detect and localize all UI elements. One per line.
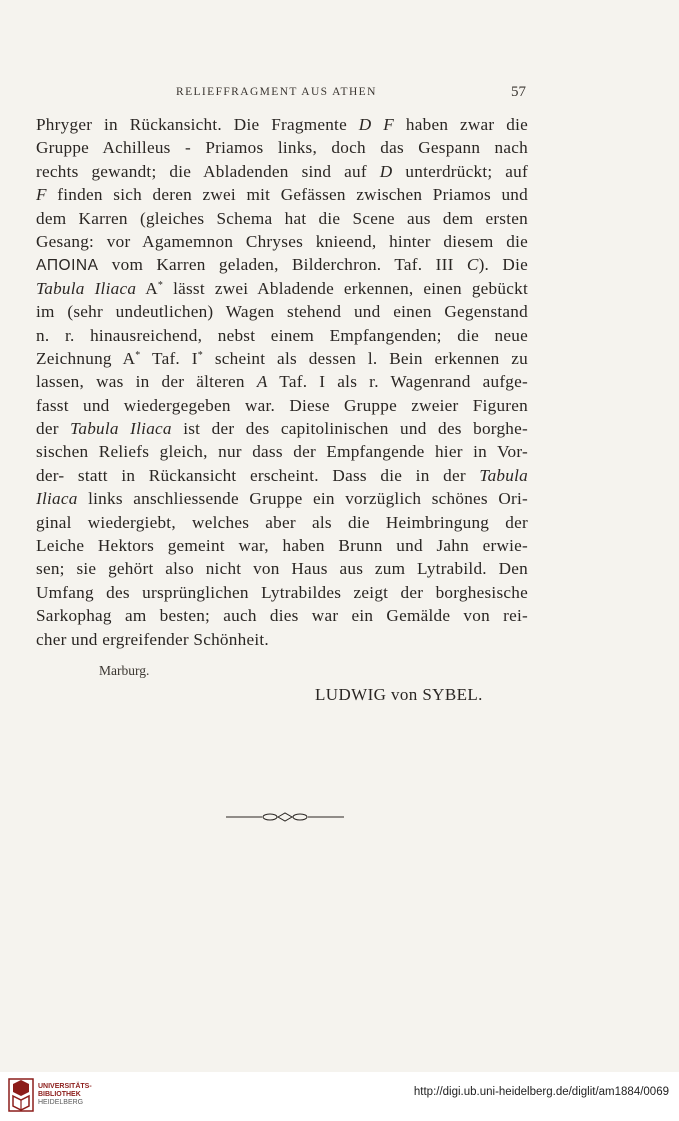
text-line [36,207,528,230]
text-run: fasst und wiedergegeben war. Diese Gruppe zweier Figuren [36,395,528,415]
author-signature: LUDWIG von SYBEL. [315,685,483,704]
text-run: Sarkophag am besten; auch dies war ein Gemälde von rei- [36,606,528,626]
text-line [36,277,528,300]
body-text [36,113,528,651]
library-name [38,1083,92,1107]
text-line [36,440,528,463]
text-run: * [197,349,204,361]
text-run: D [379,161,393,181]
library-line-2: BIBLIOTHEK [38,1091,81,1098]
digitization-footer [0,1072,679,1121]
text-run: unterdrückt; auf [392,161,528,181]
text-line [36,300,528,323]
text-run: lässt zwei Abladende erkennen, einen gebückt [163,278,528,298]
text-run: Tabula [479,465,528,485]
text-run: A [256,372,268,392]
text-run: n. r. hinausreichend, nebst einem Empfangenden; die neue [36,325,528,345]
text-line [36,347,528,370]
text-run: ). Die [478,255,528,275]
text-run: cher und ergreifender Schönheit. [36,629,269,649]
text-run: Tabula Iliaca [36,278,137,298]
text-line [36,230,528,253]
text-run: rechts gewandt; die Abladenden sind auf [36,161,380,181]
text-run: ginal wiedergiebt, welches aber als die Heimbringung der [36,512,528,532]
page-number: 57 [511,84,526,100]
text-line [36,253,528,276]
text-run: vom Karren geladen, Bilderchron. Taf. III [98,255,467,275]
text-run: A [136,278,158,298]
text-run: F [36,185,47,205]
text-line [36,487,528,510]
text-line [36,136,528,159]
text-line [36,160,528,183]
text-run: scheint als dessen l. Bein erkennen zu [203,348,528,368]
text-line [36,417,528,440]
text-line [36,534,528,557]
text-run: dem Karren (gleiches Schema hat die Scene aus dem ersten [36,208,528,228]
text-line [36,604,528,627]
text-run: D F [358,115,395,134]
text-run: lassen, was in der älteren [36,372,257,392]
text-run: Leiche Hektors gemeint war, haben Brunn und Jahn erwie- [36,536,528,556]
text-run: sischen Reliefs gleich, nur dass der Empfangende hier in Vor- [36,442,528,462]
text-run: sen; sie gehört also nicht von Haus aus zum Lytrabild. Den [36,559,528,579]
text-run: Phryger in Rückansicht. Die Fragmente [36,115,359,134]
text-run: im (sehr undeutlichen) Wagen stehend und einen Gegenstand [36,302,528,322]
text-line [36,628,528,651]
text-run: * [135,349,141,361]
text-line [36,394,528,417]
text-line [36,557,528,580]
text-run: Zeichnung A [36,348,136,368]
text-run: Taf. I als r. Wagenrand aufge- [267,372,528,392]
text-run: ΑΠΟΙΝΑ [36,257,99,275]
text-line [36,183,528,206]
text-run: der [36,419,71,439]
text-run: Gesang: vor Agamemnon Chryses knieend, hinter diesem die [36,231,528,251]
place-of-writing: Marburg. [99,663,150,678]
text-line [36,511,528,534]
text-run: haben zwar die [394,115,528,134]
text-run: links anschliessende Gruppe ein vorzüglich schönes Ori- [77,489,528,509]
text-run: Gruppe Achilleus - Priamos links, doch das Gespann nach [36,138,528,158]
text-line [36,324,528,347]
text-run: der- statt in Rückansicht erscheint. Dass die in der [36,465,480,485]
text-line [36,113,528,136]
text-run: finden sich deren zwei mit Gefässen zwischen Priamos und [46,185,528,205]
text-run: Taf. I [140,348,198,368]
text-line [36,464,528,487]
text-run: Umfang des ursprünglichen Lytrabildes zeigt der borghesische [36,582,528,602]
running-title: RELIEFFRAGMENT AUS ATHEN [176,86,377,98]
text-run: Tabula Iliaca [70,419,172,439]
ornament-divider [226,810,344,824]
running-head [36,86,526,104]
text-line [36,581,528,604]
text-run: ist der des capitolinischen und des borghe- [171,419,528,439]
text-run: Iliaca [36,489,78,509]
library-seal-icon [8,1078,34,1112]
text-run: C [466,255,479,275]
source-url-link[interactable]: http://digi.ub.uni-heidelberg.de/diglit/am1884/0069 [413,1086,669,1098]
library-line-1: UNIVERSITÄTS- [38,1083,92,1090]
library-line-3: HEIDELBERG [38,1099,84,1106]
text-line [36,370,528,393]
text-run: * [157,279,164,291]
